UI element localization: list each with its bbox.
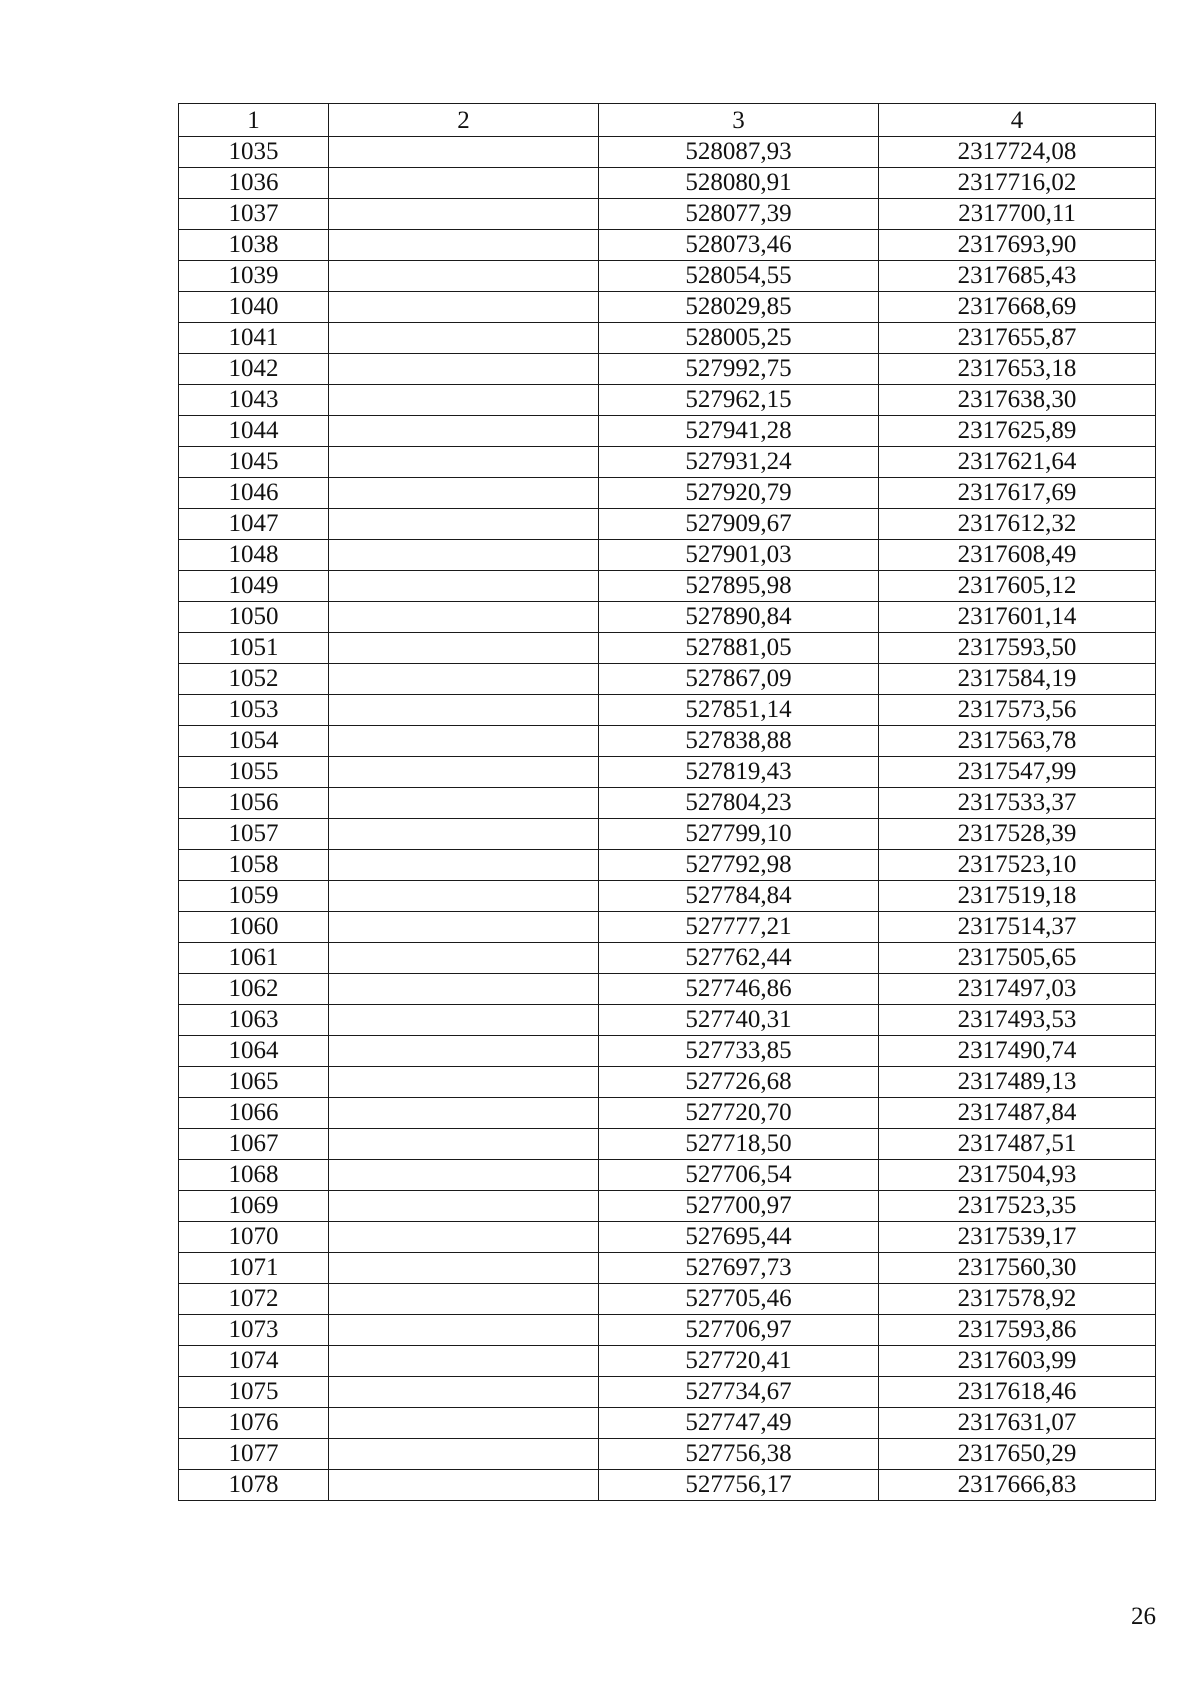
y-coordinate-cell: 2317668,69 (879, 292, 1156, 323)
table-row (179, 974, 1156, 1005)
table-row (179, 943, 1156, 974)
point-number-cell: 1073 (179, 1315, 329, 1346)
x-coordinate-cell: 527867,09 (599, 664, 879, 695)
point-number-cell: 1037 (179, 199, 329, 230)
y-coordinate-cell: 2317618,46 (879, 1377, 1156, 1408)
table-row (179, 1284, 1156, 1315)
point-number-cell: 1078 (179, 1470, 329, 1501)
description-cell (329, 633, 599, 664)
y-coordinate-cell: 2317612,32 (879, 509, 1156, 540)
y-coordinate-cell: 2317601,14 (879, 602, 1156, 633)
point-number-cell: 1041 (179, 323, 329, 354)
x-coordinate-cell: 527762,44 (599, 943, 879, 974)
point-number-cell: 1057 (179, 819, 329, 850)
table-row (179, 1098, 1156, 1129)
description-cell (329, 602, 599, 633)
y-coordinate-cell: 2317505,65 (879, 943, 1156, 974)
x-coordinate-cell: 528005,25 (599, 323, 879, 354)
x-coordinate-cell: 527909,67 (599, 509, 879, 540)
table-row (179, 199, 1156, 230)
table-row (179, 261, 1156, 292)
y-coordinate-cell: 2317655,87 (879, 323, 1156, 354)
description-cell (329, 757, 599, 788)
table-row (179, 1222, 1156, 1253)
x-coordinate-cell: 528077,39 (599, 199, 879, 230)
y-coordinate-cell: 2317638,30 (879, 385, 1156, 416)
table-row (179, 757, 1156, 788)
table-row (179, 1191, 1156, 1222)
point-number-cell: 1069 (179, 1191, 329, 1222)
description-cell (329, 1222, 599, 1253)
x-coordinate-cell: 527901,03 (599, 540, 879, 571)
x-coordinate-cell: 527695,44 (599, 1222, 879, 1253)
y-coordinate-cell: 2317608,49 (879, 540, 1156, 571)
table-row (179, 1408, 1156, 1439)
table-row (179, 323, 1156, 354)
page-number: 26 (1131, 1603, 1156, 1630)
y-coordinate-cell: 2317693,90 (879, 230, 1156, 261)
x-coordinate-cell: 527756,38 (599, 1439, 879, 1470)
point-number-cell: 1060 (179, 912, 329, 943)
header-cell-col3: 3 (599, 104, 879, 137)
x-coordinate-cell: 527838,88 (599, 726, 879, 757)
coordinates-table (178, 103, 1156, 1501)
y-coordinate-cell: 2317563,78 (879, 726, 1156, 757)
table-row (179, 1036, 1156, 1067)
point-number-cell: 1052 (179, 664, 329, 695)
table-row (179, 788, 1156, 819)
y-coordinate-cell: 2317519,18 (879, 881, 1156, 912)
y-coordinate-cell: 2317490,74 (879, 1036, 1156, 1067)
x-coordinate-cell: 527733,85 (599, 1036, 879, 1067)
description-cell (329, 571, 599, 602)
description-cell (329, 1098, 599, 1129)
point-number-cell: 1071 (179, 1253, 329, 1284)
description-cell (329, 230, 599, 261)
description-cell (329, 447, 599, 478)
x-coordinate-cell: 527720,70 (599, 1098, 879, 1129)
table-row (179, 292, 1156, 323)
description-cell (329, 974, 599, 1005)
table-row (179, 571, 1156, 602)
y-coordinate-cell: 2317650,29 (879, 1439, 1156, 1470)
description-cell (329, 1315, 599, 1346)
description-cell (329, 850, 599, 881)
description-cell (329, 199, 599, 230)
table-row (179, 1005, 1156, 1036)
table-row (179, 633, 1156, 664)
x-coordinate-cell: 527931,24 (599, 447, 879, 478)
point-number-cell: 1036 (179, 168, 329, 199)
description-cell (329, 323, 599, 354)
y-coordinate-cell: 2317625,89 (879, 416, 1156, 447)
y-coordinate-cell: 2317584,19 (879, 664, 1156, 695)
x-coordinate-cell: 527697,73 (599, 1253, 879, 1284)
table-row (179, 230, 1156, 261)
table-row (179, 1067, 1156, 1098)
description-cell (329, 1346, 599, 1377)
table-row (179, 1439, 1156, 1470)
table-row (179, 447, 1156, 478)
x-coordinate-cell: 527792,98 (599, 850, 879, 881)
header-cell-col4: 4 (879, 104, 1156, 137)
table-row (179, 1160, 1156, 1191)
table-row (179, 881, 1156, 912)
x-coordinate-cell: 528080,91 (599, 168, 879, 199)
y-coordinate-cell: 2317603,99 (879, 1346, 1156, 1377)
x-coordinate-cell: 527799,10 (599, 819, 879, 850)
x-coordinate-cell: 527740,31 (599, 1005, 879, 1036)
point-number-cell: 1065 (179, 1067, 329, 1098)
description-cell (329, 1191, 599, 1222)
table-row (179, 1315, 1156, 1346)
table-body (179, 104, 1156, 1501)
y-coordinate-cell: 2317489,13 (879, 1067, 1156, 1098)
description-cell (329, 1377, 599, 1408)
description-cell (329, 912, 599, 943)
description-cell (329, 1253, 599, 1284)
x-coordinate-cell: 527756,17 (599, 1470, 879, 1501)
table-row (179, 850, 1156, 881)
description-cell (329, 385, 599, 416)
x-coordinate-cell: 527746,86 (599, 974, 879, 1005)
table-row (179, 819, 1156, 850)
y-coordinate-cell: 2317578,92 (879, 1284, 1156, 1315)
point-number-cell: 1074 (179, 1346, 329, 1377)
x-coordinate-cell: 527819,43 (599, 757, 879, 788)
y-coordinate-cell: 2317617,69 (879, 478, 1156, 509)
y-coordinate-cell: 2317685,43 (879, 261, 1156, 292)
x-coordinate-cell: 527992,75 (599, 354, 879, 385)
y-coordinate-cell: 2317539,17 (879, 1222, 1156, 1253)
point-number-cell: 1054 (179, 726, 329, 757)
y-coordinate-cell: 2317547,99 (879, 757, 1156, 788)
point-number-cell: 1058 (179, 850, 329, 881)
description-cell (329, 261, 599, 292)
x-coordinate-cell: 527920,79 (599, 478, 879, 509)
x-coordinate-cell: 527726,68 (599, 1067, 879, 1098)
table-row (179, 1470, 1156, 1501)
point-number-cell: 1077 (179, 1439, 329, 1470)
x-coordinate-cell: 527777,21 (599, 912, 879, 943)
y-coordinate-cell: 2317487,84 (879, 1098, 1156, 1129)
x-coordinate-cell: 528029,85 (599, 292, 879, 323)
description-cell (329, 726, 599, 757)
description-cell (329, 509, 599, 540)
x-coordinate-cell: 527895,98 (599, 571, 879, 602)
description-cell (329, 1160, 599, 1191)
point-number-cell: 1062 (179, 974, 329, 1005)
x-coordinate-cell: 527890,84 (599, 602, 879, 633)
point-number-cell: 1044 (179, 416, 329, 447)
description-cell (329, 881, 599, 912)
description-cell (329, 819, 599, 850)
y-coordinate-cell: 2317700,11 (879, 199, 1156, 230)
y-coordinate-cell: 2317533,37 (879, 788, 1156, 819)
table-row (179, 726, 1156, 757)
description-cell (329, 1470, 599, 1501)
description-cell (329, 664, 599, 695)
y-coordinate-cell: 2317514,37 (879, 912, 1156, 943)
description-cell (329, 1036, 599, 1067)
y-coordinate-cell: 2317724,08 (879, 137, 1156, 168)
y-coordinate-cell: 2317523,35 (879, 1191, 1156, 1222)
point-number-cell: 1067 (179, 1129, 329, 1160)
description-cell (329, 1005, 599, 1036)
description-cell (329, 943, 599, 974)
x-coordinate-cell: 528054,55 (599, 261, 879, 292)
description-cell (329, 1284, 599, 1315)
table-row (179, 168, 1156, 199)
y-coordinate-cell: 2317605,12 (879, 571, 1156, 602)
y-coordinate-cell: 2317573,56 (879, 695, 1156, 726)
point-number-cell: 1075 (179, 1377, 329, 1408)
description-cell (329, 478, 599, 509)
x-coordinate-cell: 527851,14 (599, 695, 879, 726)
x-coordinate-cell: 527706,97 (599, 1315, 879, 1346)
point-number-cell: 1046 (179, 478, 329, 509)
description-cell (329, 416, 599, 447)
y-coordinate-cell: 2317523,10 (879, 850, 1156, 881)
point-number-cell: 1068 (179, 1160, 329, 1191)
y-coordinate-cell: 2317631,07 (879, 1408, 1156, 1439)
table-row (179, 1253, 1156, 1284)
point-number-cell: 1048 (179, 540, 329, 571)
point-number-cell: 1051 (179, 633, 329, 664)
table-row (179, 478, 1156, 509)
point-number-cell: 1064 (179, 1036, 329, 1067)
x-coordinate-cell: 527706,54 (599, 1160, 879, 1191)
y-coordinate-cell: 2317560,30 (879, 1253, 1156, 1284)
x-coordinate-cell: 527941,28 (599, 416, 879, 447)
point-number-cell: 1063 (179, 1005, 329, 1036)
x-coordinate-cell: 527734,67 (599, 1377, 879, 1408)
x-coordinate-cell: 528073,46 (599, 230, 879, 261)
x-coordinate-cell: 527881,05 (599, 633, 879, 664)
table-row (179, 1377, 1156, 1408)
description-cell (329, 1067, 599, 1098)
header-cell-col2: 2 (329, 104, 599, 137)
table-row (179, 354, 1156, 385)
table-row (179, 1129, 1156, 1160)
description-cell (329, 168, 599, 199)
point-number-cell: 1035 (179, 137, 329, 168)
point-number-cell: 1076 (179, 1408, 329, 1439)
point-number-cell: 1039 (179, 261, 329, 292)
y-coordinate-cell: 2317593,86 (879, 1315, 1156, 1346)
point-number-cell: 1053 (179, 695, 329, 726)
y-coordinate-cell: 2317666,83 (879, 1470, 1156, 1501)
point-number-cell: 1049 (179, 571, 329, 602)
point-number-cell: 1045 (179, 447, 329, 478)
description-cell (329, 354, 599, 385)
point-number-cell: 1070 (179, 1222, 329, 1253)
description-cell (329, 292, 599, 323)
y-coordinate-cell: 2317497,03 (879, 974, 1156, 1005)
point-number-cell: 1042 (179, 354, 329, 385)
point-number-cell: 1055 (179, 757, 329, 788)
description-cell (329, 695, 599, 726)
x-coordinate-cell: 527700,97 (599, 1191, 879, 1222)
table-row (179, 664, 1156, 695)
y-coordinate-cell: 2317621,64 (879, 447, 1156, 478)
x-coordinate-cell: 527804,23 (599, 788, 879, 819)
x-coordinate-cell: 527747,49 (599, 1408, 879, 1439)
table-row (179, 540, 1156, 571)
y-coordinate-cell: 2317653,18 (879, 354, 1156, 385)
point-number-cell: 1038 (179, 230, 329, 261)
y-coordinate-cell: 2317504,93 (879, 1160, 1156, 1191)
table-row (179, 602, 1156, 633)
description-cell (329, 1129, 599, 1160)
point-number-cell: 1072 (179, 1284, 329, 1315)
point-number-cell: 1050 (179, 602, 329, 633)
table-row (179, 509, 1156, 540)
description-cell (329, 1439, 599, 1470)
point-number-cell: 1043 (179, 385, 329, 416)
table-row (179, 416, 1156, 447)
table-row (179, 1346, 1156, 1377)
table-header-row (179, 104, 1156, 137)
point-number-cell: 1066 (179, 1098, 329, 1129)
point-number-cell: 1056 (179, 788, 329, 819)
x-coordinate-cell: 527718,50 (599, 1129, 879, 1160)
x-coordinate-cell: 527784,84 (599, 881, 879, 912)
table-row (179, 385, 1156, 416)
point-number-cell: 1040 (179, 292, 329, 323)
description-cell (329, 1408, 599, 1439)
table-row (179, 695, 1156, 726)
point-number-cell: 1047 (179, 509, 329, 540)
point-number-cell: 1059 (179, 881, 329, 912)
description-cell (329, 137, 599, 168)
header-cell-col1: 1 (179, 104, 329, 137)
table-row (179, 912, 1156, 943)
x-coordinate-cell: 528087,93 (599, 137, 879, 168)
y-coordinate-cell: 2317528,39 (879, 819, 1156, 850)
description-cell (329, 540, 599, 571)
point-number-cell: 1061 (179, 943, 329, 974)
y-coordinate-cell: 2317487,51 (879, 1129, 1156, 1160)
table-row (179, 137, 1156, 168)
y-coordinate-cell: 2317493,53 (879, 1005, 1156, 1036)
y-coordinate-cell: 2317593,50 (879, 633, 1156, 664)
x-coordinate-cell: 527705,46 (599, 1284, 879, 1315)
y-coordinate-cell: 2317716,02 (879, 168, 1156, 199)
x-coordinate-cell: 527962,15 (599, 385, 879, 416)
description-cell (329, 788, 599, 819)
x-coordinate-cell: 527720,41 (599, 1346, 879, 1377)
